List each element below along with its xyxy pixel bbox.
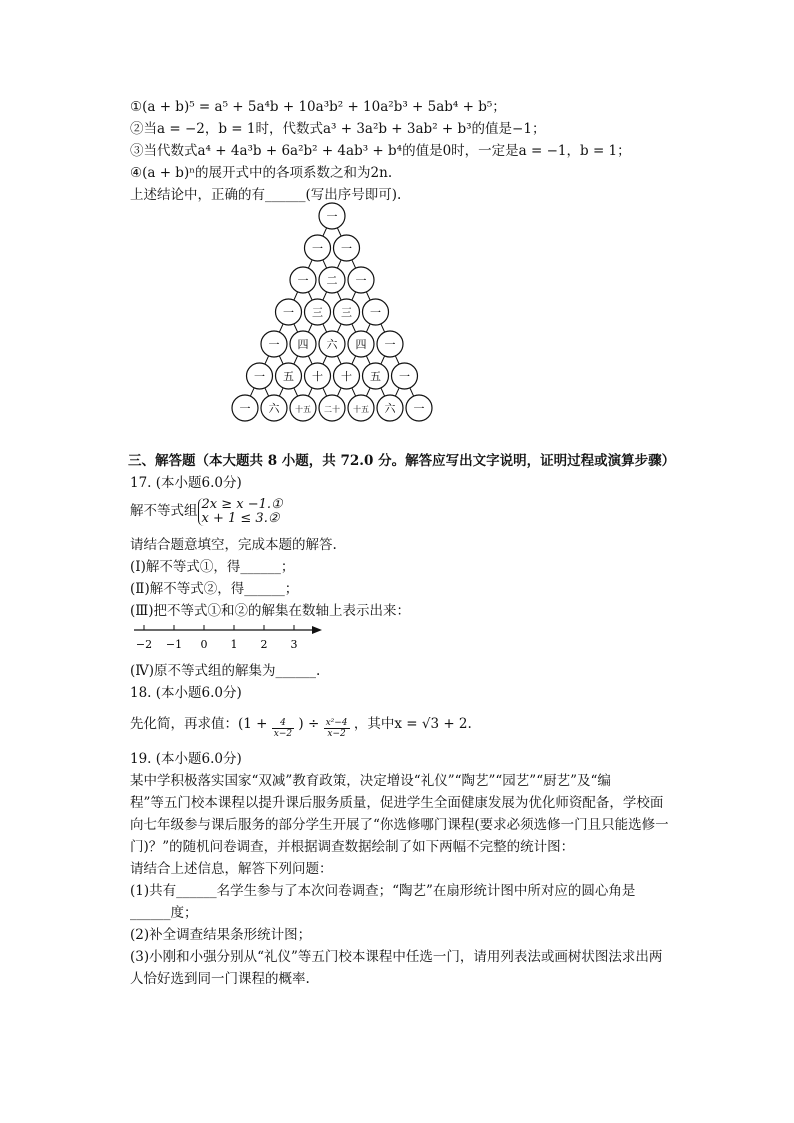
triangle-node [305, 363, 331, 389]
section-title: 三、解答题（本大题共 8 小题，共 72.0 分。解答应写出文字说明，证明过程或演算步骤） [128, 453, 676, 469]
q19-line-4: 门)？”的随机问卷调查，并根据调查数据绘制了如下两幅不完整的统计图： [130, 839, 575, 855]
triangle-node-label: 一 [399, 370, 410, 383]
triangle-node [290, 331, 316, 357]
q19-line-6: (1)共有______名学生参与了本次问卷调查；“陶艺”在扇形统计图中所对应的圆心角是 [130, 883, 636, 899]
triangle-node [276, 363, 302, 389]
inequality-2: x + 1 ≤ 3.② [201, 510, 280, 526]
q17-part-2: (Ⅱ)解不等式②，得______； [130, 581, 299, 597]
triangle-node-label: 十五 [353, 405, 369, 414]
fraction-2 [324, 718, 350, 739]
triangle-node [319, 267, 345, 293]
number-line-arrow [312, 626, 322, 634]
triangle-node [363, 363, 389, 389]
triangle-node-label: 一 [239, 402, 251, 415]
triangle-node-label: 一 [312, 242, 323, 255]
triangle-node-label: 一 [326, 210, 338, 223]
triangle-node-label: 三 [312, 306, 323, 319]
triangle-node [319, 203, 345, 229]
triangle-node [290, 267, 316, 293]
statement-4: ④(a + b)ⁿ的展开式中的各项系数之和为2n. [130, 165, 393, 181]
fraction-1-den: x−2 [273, 729, 293, 739]
q17-system [130, 494, 690, 528]
triangle-node [392, 363, 418, 389]
triangle-node [377, 331, 403, 357]
q18-expression [130, 710, 690, 738]
q18-text-a: 先化简，再求值：(1 + [130, 716, 268, 732]
triangle-node [319, 395, 345, 421]
q19-line-2: 程”等五门校本课程以提升课后服务质量，促进学生全面健康发展为优化师资配备，学校面 [130, 795, 664, 811]
q19-line-9: (3)小刚和小强分别从“礼仪”等五门校本课程中任选一门，请用列表法或画树状图法求出两 [130, 949, 663, 965]
inequality-system [198, 498, 283, 526]
q19-head: 19. (本小题6.0分) [130, 751, 242, 767]
fraction-2-num: x²−4 [325, 718, 348, 728]
q19-line-10: 人恰好选到同一门课程的概率. [130, 971, 310, 987]
number-line-tick-label: 1 [230, 638, 238, 651]
fraction-2-den: x−2 [327, 729, 346, 739]
triangle-node-label: 一 [268, 338, 280, 351]
triangle-node [247, 363, 273, 389]
triangle-node [406, 395, 432, 421]
q17-part-1: (Ⅰ)解不等式①，得______； [130, 559, 295, 575]
statement-3: ③当代数式a⁴ + 4a³b + 6a²b² + 4ab³ + b⁴的值是0时，一定是a = −1，b = 1； [130, 143, 631, 159]
triangle-node-label: 六 [326, 338, 338, 351]
number-triangle-diagram [162, 200, 502, 430]
q19-line-5: 请结合上述信息，解答下列问题： [130, 861, 333, 877]
triangle-node-label: 一 [355, 274, 367, 287]
statement-question: 上述结论中，正确的有______(写出序号即可). [130, 187, 402, 203]
fraction-1-num: 4 [272, 718, 294, 729]
triangle-node [276, 299, 302, 325]
triangle-node [363, 299, 389, 325]
q19-line-7: ______度； [130, 905, 198, 921]
triangle-node [334, 299, 360, 325]
number-line-tick-label: 0 [200, 638, 208, 651]
q17-part-3: (Ⅲ)把不等式①和②的解集在数轴上表示出来： [130, 603, 411, 619]
triangle-node-label: 二十 [324, 405, 340, 414]
triangle-node-label: 三 [341, 306, 352, 319]
triangle-node-label: 一 [297, 274, 309, 287]
page-content [130, 96, 690, 206]
triangle-node-label: 十 [312, 370, 323, 383]
triangle-node [377, 395, 403, 421]
triangle-node-label: 一 [384, 338, 396, 351]
q17-instruction: 请结合题意填空，完成本题的解答. [130, 537, 337, 553]
triangle-node-label: 一 [283, 306, 294, 319]
triangle-node-label: 四 [355, 338, 367, 351]
triangle-node [334, 363, 360, 389]
number-line-tick-label: 3 [290, 638, 298, 651]
number-line [132, 620, 332, 654]
number-line-tick-label: 2 [260, 638, 268, 651]
triangle-node [348, 395, 374, 421]
triangle-node-label: 二 [326, 274, 338, 287]
triangle-node [348, 331, 374, 357]
triangle-node-label: 一 [370, 306, 381, 319]
triangle-node-label: 一 [341, 242, 352, 255]
q17-tail-q18 [130, 660, 690, 990]
number-line-tick-label: −2 [135, 638, 153, 651]
q19-line-1: 某中学积极落实国家“双减”教育政策，决定增设“礼仪”“陶艺”“园艺”“厨艺”及“编 [130, 773, 611, 789]
inequality-1: 2x ≥ x −1.① [201, 496, 283, 512]
q17-part-4: (Ⅳ)原不等式组的解集为______. [130, 663, 321, 679]
triangle-node-label: 十 [341, 370, 352, 383]
triangle-node [232, 395, 258, 421]
q19-line-8: (2)补全调查结果条形统计图； [130, 927, 312, 943]
triangle-node [334, 235, 360, 261]
triangle-node-label: 六 [384, 402, 396, 415]
q17-head: 17. (本小题6.0分) [130, 475, 242, 491]
triangle-node [348, 267, 374, 293]
triangle-node [319, 331, 345, 357]
triangle-node-label: 五 [370, 370, 381, 383]
q17-prefix: 解不等式组 [130, 503, 198, 519]
q18-text-c: ，其中x = √3 + 2. [353, 716, 472, 732]
triangle-node-label: 六 [268, 402, 280, 415]
q19-line-3: 向七年级参与课后服务的部分学生开展了“你选修哪门课程(要求必须选修一门且只能选修一 [130, 817, 669, 833]
triangle-node [305, 299, 331, 325]
number-line-tick-label: −1 [165, 638, 183, 651]
q19-body [130, 770, 690, 990]
section-3 [130, 450, 690, 622]
triangle-node-label: 十五 [295, 405, 311, 414]
q18-text-b: ) ÷ [298, 716, 320, 732]
statement-1: ①(a + b)⁵ = a⁵ + 5a⁴b + 10a³b² + 10a²b³ + 5ab⁴ + b⁵； [130, 99, 506, 115]
triangle-node [305, 235, 331, 261]
triangle-node [261, 395, 287, 421]
triangle-node-label: 五 [283, 370, 294, 383]
statement-2: ②当a = −2，b = 1时，代数式a³ + 3a²b + 3ab² + b³的值是−1； [130, 121, 546, 137]
triangle-node [261, 331, 287, 357]
triangle-node-label: 四 [297, 338, 309, 351]
q18-head: 18. (本小题6.0分) [130, 685, 242, 701]
triangle-node [290, 395, 316, 421]
triangle-node-label: 一 [413, 402, 425, 415]
fraction-1 [272, 718, 294, 739]
triangle-node-label: 一 [254, 370, 265, 383]
